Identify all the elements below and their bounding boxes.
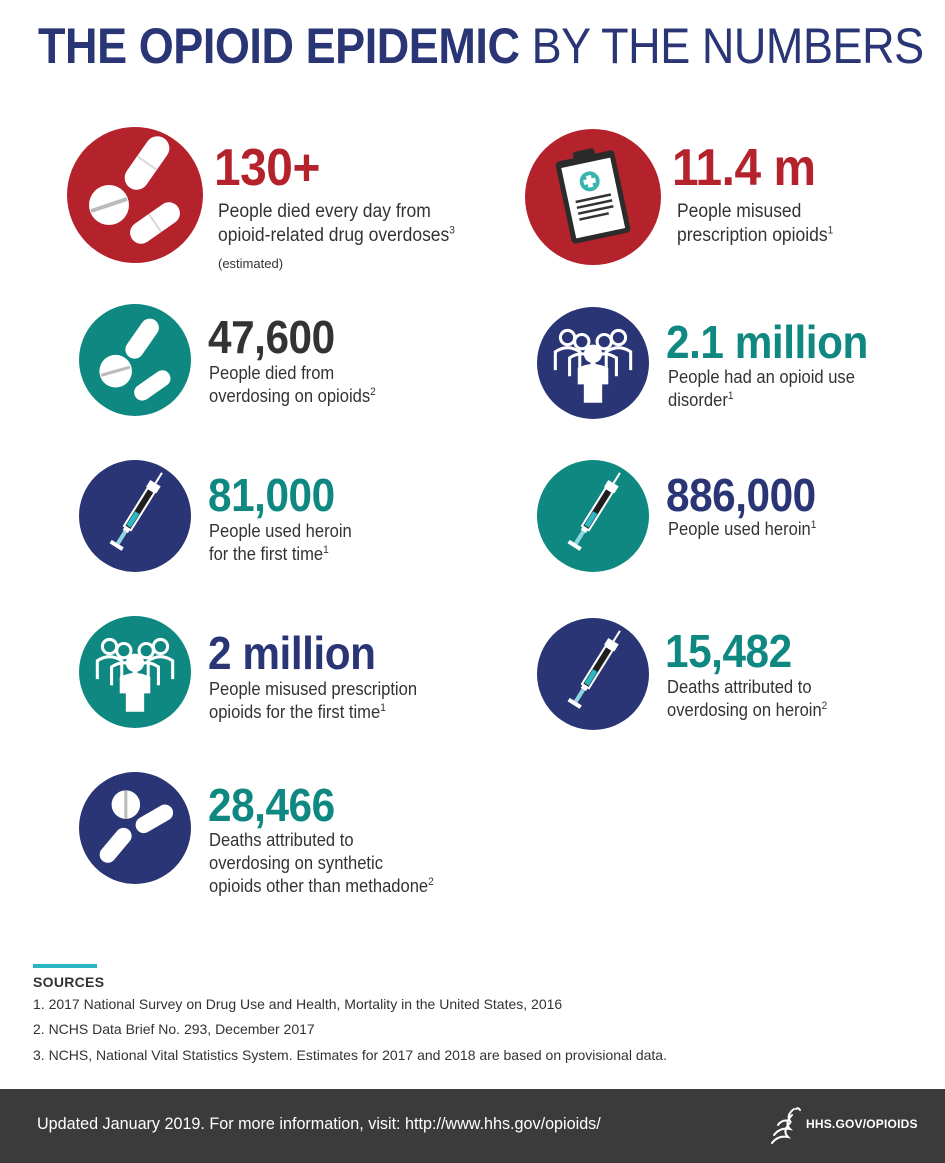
stat-description — [209, 362, 376, 408]
stat-description — [668, 366, 855, 412]
people-group-icon — [79, 616, 191, 728]
stat-line: People used heroin — [668, 519, 811, 539]
stat-value: 11.4 m — [672, 139, 816, 197]
footnote-ref: 2 — [821, 700, 828, 712]
stat-description — [209, 678, 417, 724]
stat-value: 886,000 — [666, 469, 816, 521]
source-item: 3. NCHS, National Vital Statistics System. Estimates for 2017 and 2018 are based on provisional data. — [33, 1047, 667, 1063]
syringe-icon — [537, 618, 649, 730]
stat-value: 81,000 — [208, 469, 335, 521]
pills-icon — [79, 772, 191, 884]
footnote-ref: 3 — [449, 224, 455, 237]
footnote-ref: 1 — [827, 224, 834, 237]
stat-note: (estimated) — [218, 256, 284, 271]
clipboard-icon — [525, 129, 661, 265]
stat-value: 47,600 — [208, 311, 335, 363]
pills-icon — [79, 304, 191, 416]
stat-description — [668, 518, 816, 541]
stat-line: People died from — [209, 363, 335, 383]
pills-icon — [67, 127, 203, 263]
stat-line: overdosing on opioids — [209, 386, 371, 406]
syringe-icon — [537, 460, 649, 572]
footnote-ref: 2 — [370, 386, 376, 398]
stat-value: 15,482 — [665, 625, 792, 677]
hhs-eagle-logo-icon — [768, 1105, 804, 1145]
stat-line: overdosing on synthetic — [209, 853, 383, 873]
stat-description — [209, 829, 434, 898]
stat-line: disorder — [668, 390, 728, 410]
source-item: 1. 2017 National Survey on Drug Use and Health, Mortality in the United States, 2016 — [33, 996, 563, 1012]
stat-line: opioids other than methadone — [209, 876, 429, 896]
stat-description — [677, 200, 833, 248]
stat-line: opioid-related drug overdoses — [218, 225, 450, 246]
source-item: 2. NCHS Data Brief No. 293, December 2017 — [33, 1021, 315, 1037]
stat-value: 28,466 — [208, 779, 335, 831]
footnote-ref: 1 — [810, 519, 817, 531]
footer-text: Updated January 2019. For more information, visit: http://www.hhs.gov/opioids/ — [37, 1114, 601, 1133]
stat-line: opioids for the first time — [209, 702, 381, 722]
stat-description — [667, 676, 827, 722]
people-group-icon — [537, 307, 649, 419]
stat-line: People misused — [677, 201, 802, 222]
footer — [0, 1089, 945, 1163]
stat-value: 130+ — [214, 139, 320, 197]
page-title — [38, 14, 924, 78]
stat-line: prescription opioids — [677, 225, 828, 246]
footnote-ref: 1 — [727, 390, 734, 402]
title-light: BY THE NUMBERS — [531, 18, 924, 74]
stat-line: People died every day from — [218, 201, 431, 222]
footnote-ref: 2 — [428, 876, 434, 888]
stat-description — [218, 200, 455, 248]
footnote-ref: 1 — [380, 702, 386, 714]
stat-line: Deaths attributed to — [667, 677, 812, 697]
stat-line: for the first time — [209, 544, 324, 564]
stat-line: People misused prescription — [209, 679, 418, 699]
syringe-icon — [79, 460, 191, 572]
title-bold: THE OPIOID EPIDEMIC — [38, 18, 520, 74]
stat-description — [209, 520, 352, 566]
stat-line: People used heroin — [209, 521, 352, 541]
stat-value: 2.1 million — [666, 316, 868, 368]
stat-line: Deaths attributed to — [209, 830, 354, 850]
stat-line: People had an opioid use — [668, 367, 855, 387]
hhs-logo-text[interactable]: HHS.GOV/OPIOIDS — [806, 1117, 918, 1131]
stat-value: 2 million — [208, 627, 376, 679]
sources-heading: SOURCES — [33, 974, 105, 990]
stat-line: overdosing on heroin — [667, 700, 822, 720]
footnote-ref: 1 — [323, 544, 329, 556]
sources-divider — [33, 964, 97, 968]
